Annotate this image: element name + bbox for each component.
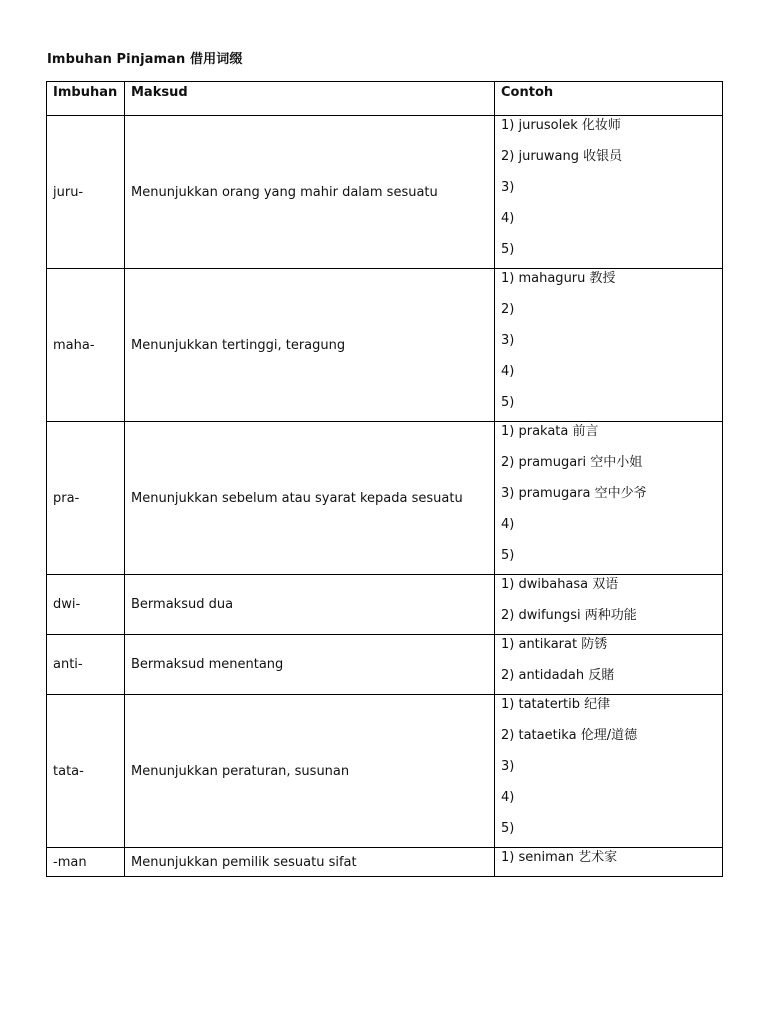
example-item: 2) pramugari 空中小姐 (501, 455, 643, 470)
table-row (47, 695, 723, 848)
meaning-cell: Menunjukkan sebelum atau syarat kepada sesuatu (125, 422, 495, 575)
example-item: 1) antikarat 防锈 (501, 637, 608, 652)
examples-cell (495, 635, 723, 695)
header-contoh: Contoh (495, 82, 723, 116)
affix-cell: tata- (47, 695, 125, 848)
table-row (47, 635, 723, 695)
example-item: 1) seniman 艺术家 (501, 850, 618, 865)
examples-cell (495, 269, 723, 422)
affix-cell: -man (47, 848, 125, 877)
table-row (47, 848, 723, 877)
example-item: 3) (501, 333, 515, 348)
example-item: 1) dwibahasa 双语 (501, 577, 619, 592)
affix-cell: dwi- (47, 575, 125, 635)
table-row (47, 269, 723, 422)
meaning-cell: Menunjukkan orang yang mahir dalam sesuatu (125, 116, 495, 269)
affix-cell: pra- (47, 422, 125, 575)
examples-cell (495, 116, 723, 269)
affix-cell: juru- (47, 116, 125, 269)
meaning-cell: Menunjukkan tertinggi, teragung (125, 269, 495, 422)
examples-cell (495, 422, 723, 575)
examples-cell (495, 848, 723, 877)
example-item: 1) mahaguru 教授 (501, 271, 616, 286)
example-item: 4) (501, 517, 515, 532)
table-row (47, 422, 723, 575)
affix-cell: maha- (47, 269, 125, 422)
meaning-cell: Bermaksud menentang (125, 635, 495, 695)
example-item: 1) jurusolek 化妆师 (501, 118, 621, 133)
example-item: 3) (501, 180, 515, 195)
header-maksud: Maksud (125, 82, 495, 116)
meaning-cell: Menunjukkan pemilik sesuatu sifat (125, 848, 495, 877)
affix-cell: anti- (47, 635, 125, 695)
table-row (47, 575, 723, 635)
example-item: 2) juruwang 收银员 (501, 149, 623, 164)
example-item: 4) (501, 364, 515, 379)
example-item: 1) prakata 前言 (501, 424, 599, 439)
example-item: 3) (501, 759, 515, 774)
example-item: 5) (501, 548, 515, 563)
example-item: 4) (501, 211, 515, 226)
examples-cell (495, 575, 723, 635)
affix-table (46, 81, 723, 877)
example-item: 3) pramugara 空中少爷 (501, 486, 647, 501)
table-header-row (47, 82, 723, 116)
meaning-cell: Bermaksud dua (125, 575, 495, 635)
document-title: Imbuhan Pinjaman 借用词缀 (47, 52, 243, 67)
example-item: 5) (501, 821, 515, 836)
example-item: 2) dwifungsi 两种功能 (501, 608, 637, 623)
meaning-cell: Menunjukkan peraturan, susunan (125, 695, 495, 848)
example-item: 5) (501, 395, 515, 410)
examples-cell (495, 695, 723, 848)
example-item: 2) tataetika 伦理/道德 (501, 728, 638, 743)
example-item: 2) antidadah 反賭 (501, 668, 615, 683)
example-item: 1) tatatertib 纪律 (501, 697, 611, 712)
header-imbuhan: Imbuhan (47, 82, 125, 116)
table-row (47, 116, 723, 269)
example-item: 5) (501, 242, 515, 257)
example-item: 2) (501, 302, 515, 317)
example-item: 4) (501, 790, 515, 805)
